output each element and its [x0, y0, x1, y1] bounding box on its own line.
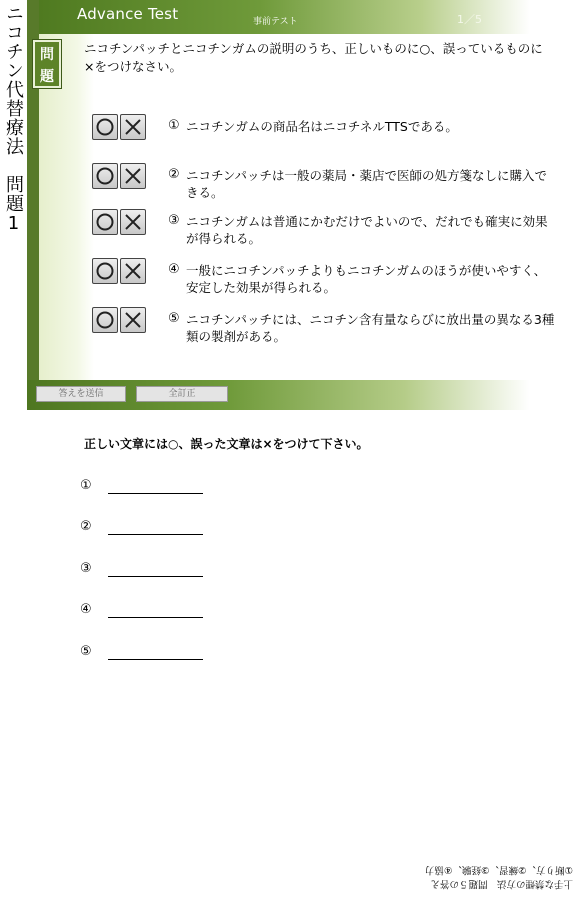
page-subtitle: 事前テスト — [253, 17, 298, 27]
item-text: ニコチンパッチは一般の薬局・薬店で医師の処方箋なしに購入できる。 — [186, 168, 548, 200]
side-title: ニコチン代替療法 問題1 — [3, 4, 24, 235]
list-item — [92, 163, 552, 203]
flip-note-line2: ①断り方、②練習、③経験、④協力 — [424, 864, 573, 875]
answer-number: ⑤ — [80, 644, 92, 659]
list-item — [92, 114, 552, 154]
item-text: ニコチンガムは普通にかむだけでよいので、だれでも確実に効果が得られる。 — [186, 214, 548, 246]
footer-bar — [27, 380, 530, 410]
item-text: ニコチンパッチには、ニコチン含有量ならびに放出量の異なる3種類の製剤がある。 — [186, 312, 555, 344]
page-indicator: 1／5 — [457, 13, 482, 26]
item-text: ニコチンガムの商品名はニコチネルTTSである。 — [186, 119, 458, 134]
cross-icon — [123, 261, 143, 281]
cross-icon — [123, 166, 143, 186]
answer-number: ② — [80, 519, 92, 534]
circle-icon — [95, 166, 115, 186]
item-number: ① — [168, 118, 180, 133]
answer-number: ④ — [80, 602, 92, 617]
answer-row — [80, 644, 220, 664]
list-item — [92, 258, 552, 298]
circle-icon — [95, 261, 115, 281]
question-badge — [33, 40, 61, 88]
answer-blank[interactable] — [108, 534, 203, 535]
mark-wrong-button[interactable] — [120, 209, 146, 235]
item-number: ③ — [168, 213, 180, 228]
list-item — [92, 307, 555, 347]
question-text: ニコチンパッチとニコチンガムの説明のうち、正しいものに○、誤っているものに×をつけなさい。 — [84, 41, 543, 74]
header-bar — [39, 0, 530, 34]
question-badge-char2: 題 — [40, 69, 54, 85]
mark-correct-button[interactable] — [92, 114, 118, 140]
cross-icon — [123, 212, 143, 232]
circle-icon — [95, 117, 115, 137]
answer-row — [80, 561, 220, 581]
mark-wrong-button[interactable] — [120, 114, 146, 140]
answer-blank[interactable] — [108, 493, 203, 494]
answer-blank[interactable] — [108, 617, 203, 618]
mark-wrong-button[interactable] — [120, 163, 146, 189]
answer-number: ③ — [80, 561, 92, 576]
correct-all-button[interactable]: 全訂正 — [136, 386, 228, 402]
flip-note-line1: 上手な禁煙の方法 問題５の答え — [430, 878, 573, 889]
mark-correct-button[interactable] — [92, 307, 118, 333]
circle-icon — [95, 212, 115, 232]
answer-row — [80, 519, 220, 539]
list-item — [92, 209, 552, 249]
cross-icon — [123, 310, 143, 330]
answer-blank[interactable] — [108, 576, 203, 577]
item-number: ⑤ — [168, 311, 180, 326]
instructions: 正しい文章には○、誤った文章は×をつけて下さい。 — [84, 437, 369, 451]
item-number: ④ — [168, 262, 180, 277]
app-title: Advance Test — [77, 5, 179, 23]
item-text: 一般にニコチンパッチよりもニコチンガムのほうが使いやすく、安定した効果が得られる。 — [186, 263, 547, 295]
answer-row — [80, 478, 220, 498]
question-badge-char1: 問 — [40, 47, 54, 63]
mark-wrong-button[interactable] — [120, 307, 146, 333]
mark-correct-button[interactable] — [92, 209, 118, 235]
upside-down-answer-note — [388, 862, 573, 890]
item-number: ② — [168, 167, 180, 182]
cross-icon — [123, 117, 143, 137]
send-answers-button[interactable]: 答えを送信 — [36, 386, 126, 402]
mark-wrong-button[interactable] — [120, 258, 146, 284]
mark-correct-button[interactable] — [92, 163, 118, 189]
answer-number: ① — [80, 478, 92, 493]
answer-row — [80, 602, 220, 622]
answer-blank[interactable] — [108, 659, 203, 660]
mark-correct-button[interactable] — [92, 258, 118, 284]
circle-icon — [95, 310, 115, 330]
